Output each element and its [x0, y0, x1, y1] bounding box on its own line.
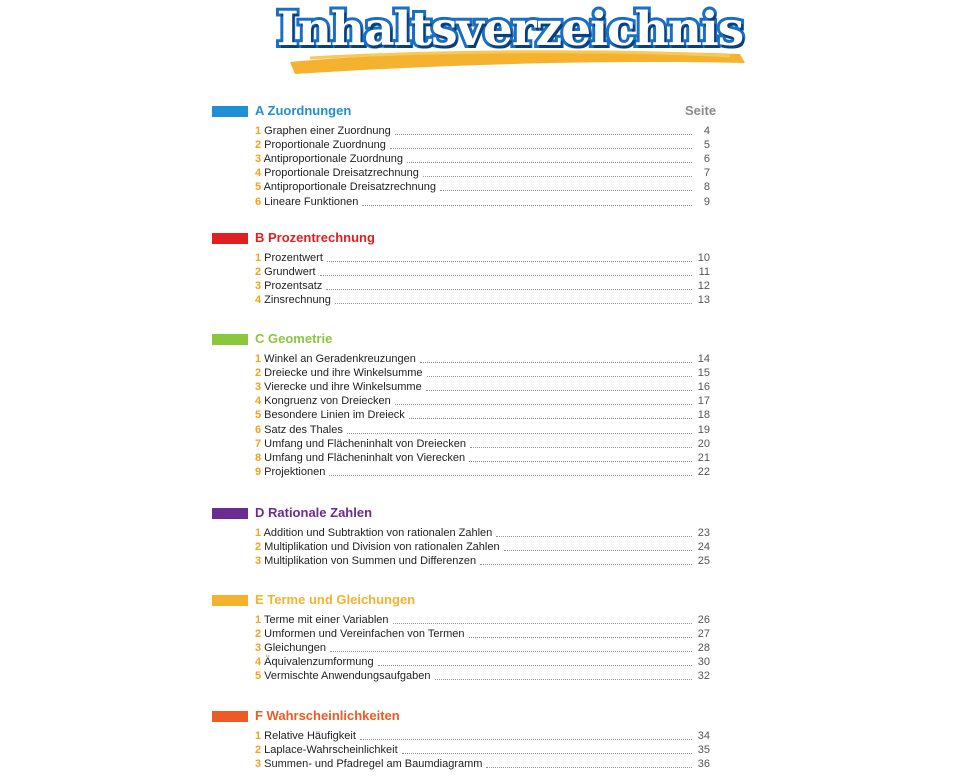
toc-entry[interactable]: [255, 138, 710, 152]
toc-entry[interactable]: [255, 166, 710, 180]
section-color-bar: [212, 233, 248, 244]
entry-number: 6: [255, 423, 262, 436]
section-header: [212, 103, 722, 123]
section-color-bar: [212, 334, 248, 345]
entry-number: 3: [255, 280, 262, 293]
entry-page-number: 16: [697, 381, 710, 394]
entry-number: 2: [255, 367, 262, 380]
entry-title: Kongruenz von Dreiecken: [261, 395, 391, 408]
entry-title: Zinsrechnung: [261, 294, 331, 307]
entry-number: 2: [255, 139, 262, 152]
dot-leader: [402, 752, 692, 754]
toc-entry[interactable]: [255, 613, 710, 627]
entry-page-number: 11: [698, 266, 710, 279]
entry-title: Vierecke und ihre Winkelsumme: [261, 381, 422, 394]
section-header: [212, 230, 722, 250]
entry-number: 6: [255, 195, 262, 208]
dot-leader: [378, 664, 692, 666]
entry-page-number: 26: [697, 614, 710, 626]
toc-entry[interactable]: [255, 124, 710, 138]
dot-leader: [470, 446, 692, 448]
entry-title: Laplace-Wahrscheinlichkeit: [261, 744, 398, 757]
entry-number: 7: [255, 437, 262, 450]
toc-entry[interactable]: [255, 366, 710, 380]
dot-leader: [409, 417, 692, 419]
entry-number: 2: [255, 266, 262, 279]
entry-page-number: 35: [697, 744, 710, 757]
toc-entry[interactable]: [255, 251, 710, 265]
dot-leader: [480, 563, 692, 565]
toc-entry[interactable]: [255, 729, 710, 743]
section-color-bar: [212, 106, 248, 117]
toc-entry[interactable]: [255, 408, 710, 422]
toc-entry[interactable]: [255, 655, 710, 669]
entry-title: Umfang und Flächeninhalt von Vierecken: [261, 451, 466, 464]
entry-title: Relative Häufigkeit: [261, 730, 356, 742]
dot-leader: [423, 175, 692, 177]
entry-number: 5: [255, 181, 262, 194]
entry-page-number: 6: [703, 153, 710, 166]
dot-leader: [362, 204, 692, 206]
entry-page-number: 27: [697, 628, 710, 641]
entry-page-number: 24: [697, 541, 710, 554]
entry-number: 4: [255, 167, 262, 180]
toc-entry[interactable]: [255, 180, 710, 194]
dot-leader: [326, 288, 692, 290]
entry-number: 3: [255, 381, 262, 394]
entry-page-number: 36: [697, 758, 710, 771]
entry-number: 1: [255, 353, 262, 365]
toc-entry[interactable]: [255, 394, 710, 408]
entry-number: 2: [255, 744, 262, 757]
entry-number: 3: [255, 555, 262, 568]
toc-entry[interactable]: [255, 437, 710, 451]
entry-title: Satz des Thales: [261, 423, 343, 436]
page-title: Inhaltsverzeichnis: [276, 2, 744, 57]
toc-entry[interactable]: [255, 152, 710, 166]
entry-page-number: 23: [697, 527, 710, 539]
entry-title: Antiproportionale Dreisatzrechnung: [261, 181, 437, 194]
entry-number: 2: [255, 628, 262, 641]
entry-title: Proportionale Dreisatzrechnung: [261, 167, 419, 180]
entry-page-number: 34: [697, 730, 710, 742]
entry-number: 1: [255, 252, 262, 264]
section-header: [212, 708, 722, 728]
toc-entry[interactable]: [255, 554, 710, 568]
toc-entry[interactable]: [255, 465, 710, 479]
section-color-bar: [212, 508, 248, 519]
entry-page-number: 20: [697, 437, 710, 450]
entry-number: 9: [255, 465, 262, 478]
section-title: A Zuordnungen: [255, 103, 352, 118]
entry-title: Äquivalenzumformung: [261, 656, 374, 669]
entry-title: Antiproportionale Zuordnung: [261, 153, 404, 166]
dot-leader: [320, 274, 692, 276]
entry-page-number: 19: [697, 423, 710, 436]
entry-number: 3: [255, 758, 262, 771]
dot-leader: [330, 650, 692, 652]
dot-leader: [440, 189, 692, 191]
dot-leader: [329, 474, 692, 476]
entry-title: Summen- und Pfadregel am Baumdiagramm: [261, 758, 483, 771]
toc-section: [212, 103, 722, 208]
entry-page-number: 15: [697, 367, 710, 380]
entry-number: 1: [255, 730, 262, 742]
toc-section: [212, 592, 722, 683]
section-title: F Wahrscheinlichkeiten: [255, 708, 400, 723]
dot-leader: [486, 766, 692, 768]
toc-section: [212, 505, 722, 568]
entry-title: Graphen einer Zuordnung: [261, 125, 391, 137]
page-column-header: Seite: [685, 103, 717, 118]
entry-page-number: 32: [697, 670, 710, 683]
entry-page-number: 13: [697, 294, 710, 307]
dot-leader: [395, 133, 692, 135]
section-color-bar: [212, 711, 248, 722]
dot-leader: [390, 147, 692, 149]
entry-number: 3: [255, 153, 262, 166]
toc-entry[interactable]: [255, 641, 710, 655]
page-title-banner: [250, 0, 770, 80]
section-header: [212, 592, 722, 612]
entry-number: 1: [255, 614, 262, 626]
dot-leader: [347, 432, 692, 434]
entry-title: Umfang und Flächeninhalt von Dreiecken: [261, 437, 466, 450]
entry-page-number: 7: [703, 167, 710, 180]
entry-page-number: 5: [703, 139, 710, 152]
section-title: B Prozentrechnung: [255, 230, 375, 245]
entry-number: 8: [255, 451, 262, 464]
toc-entry[interactable]: [255, 757, 710, 771]
dot-leader: [335, 302, 692, 304]
entry-title: Umformen und Vereinfachen von Termen: [261, 628, 465, 641]
entry-page-number: 30: [697, 656, 710, 669]
toc-entry[interactable]: [255, 279, 710, 293]
dot-leader: [427, 375, 692, 377]
entry-page-number: 18: [697, 409, 710, 422]
section-title: D Rationale Zahlen: [255, 505, 373, 520]
entry-page-number: 17: [697, 395, 710, 408]
entry-title: Winkel an Geradenkreuzungen: [261, 353, 416, 365]
section-color-bar: [212, 595, 248, 606]
dot-leader: [496, 535, 692, 537]
toc-section: [212, 708, 722, 771]
toc-entry[interactable]: [255, 380, 710, 394]
toc-entry[interactable]: [255, 195, 710, 209]
dot-leader: [395, 403, 692, 405]
entry-number: 3: [255, 642, 262, 655]
toc-section: [212, 331, 722, 478]
section-header: [212, 331, 722, 351]
entry-page-number: 25: [697, 555, 710, 568]
entry-page-number: 10: [697, 252, 710, 264]
dot-leader: [469, 636, 692, 638]
entry-number: 5: [255, 670, 262, 683]
toc-entry[interactable]: [255, 627, 710, 641]
toc-entry[interactable]: [255, 423, 710, 437]
entry-number: 1: [255, 527, 262, 539]
dot-leader: [426, 389, 692, 391]
toc-entry[interactable]: [255, 451, 710, 465]
entry-title: Terme mit einer Variablen: [261, 614, 389, 626]
entry-page-number: 14: [697, 353, 710, 365]
toc-section: [212, 230, 722, 307]
entry-title: Prozentwert: [261, 252, 323, 264]
entry-number: 4: [255, 656, 262, 669]
entry-number: 2: [255, 541, 262, 554]
dot-leader: [435, 678, 692, 680]
toc-entry[interactable]: [255, 526, 710, 540]
section-title: E Terme und Gleichungen: [255, 592, 416, 607]
entry-title: Projektionen: [261, 465, 326, 478]
toc-entry[interactable]: [255, 743, 710, 757]
entry-title: Gleichungen: [261, 642, 326, 655]
entry-page-number: 9: [703, 195, 710, 208]
entry-title: Besondere Linien im Dreieck: [261, 409, 405, 422]
entry-title: Dreiecke und ihre Winkelsumme: [261, 367, 423, 380]
entry-number: 1: [255, 125, 262, 137]
entry-page-number: 4: [703, 125, 710, 137]
toc-entry[interactable]: [255, 540, 710, 554]
section-title: C Geometrie: [255, 331, 333, 346]
toc-entry[interactable]: [255, 669, 710, 683]
section-header: [212, 505, 722, 525]
entry-title: Grundwert: [261, 266, 316, 279]
entry-number: 4: [255, 294, 262, 307]
dot-leader: [407, 161, 692, 163]
dot-leader: [327, 260, 692, 262]
entry-title: Proportionale Zuordnung: [261, 139, 386, 152]
entry-number: 5: [255, 409, 262, 422]
entry-title: Prozentsatz: [261, 280, 323, 293]
toc-entry[interactable]: [255, 265, 710, 279]
entry-page-number: 28: [697, 642, 710, 655]
entry-page-number: 22: [697, 465, 710, 478]
entry-page-number: 8: [703, 181, 710, 194]
entry-title: Vermischte Anwendungsaufgaben: [261, 670, 431, 683]
toc-entry[interactable]: [255, 293, 710, 307]
toc-entry[interactable]: [255, 352, 710, 366]
dot-leader: [393, 622, 693, 624]
dot-leader: [504, 549, 692, 551]
dot-leader: [360, 738, 692, 740]
entry-title: Lineare Funktionen: [261, 195, 359, 208]
entry-number: 4: [255, 395, 262, 408]
entry-page-number: 12: [697, 280, 710, 293]
dot-leader: [469, 460, 692, 462]
entry-title: Multiplikation von Summen und Differenzen: [261, 555, 477, 568]
entry-title: Addition und Subtraktion von rationalen Zahlen: [261, 527, 493, 539]
entry-page-number: 21: [697, 451, 710, 464]
dot-leader: [420, 361, 692, 363]
entry-title: Multiplikation und Division von rationalen Zahlen: [261, 541, 500, 554]
